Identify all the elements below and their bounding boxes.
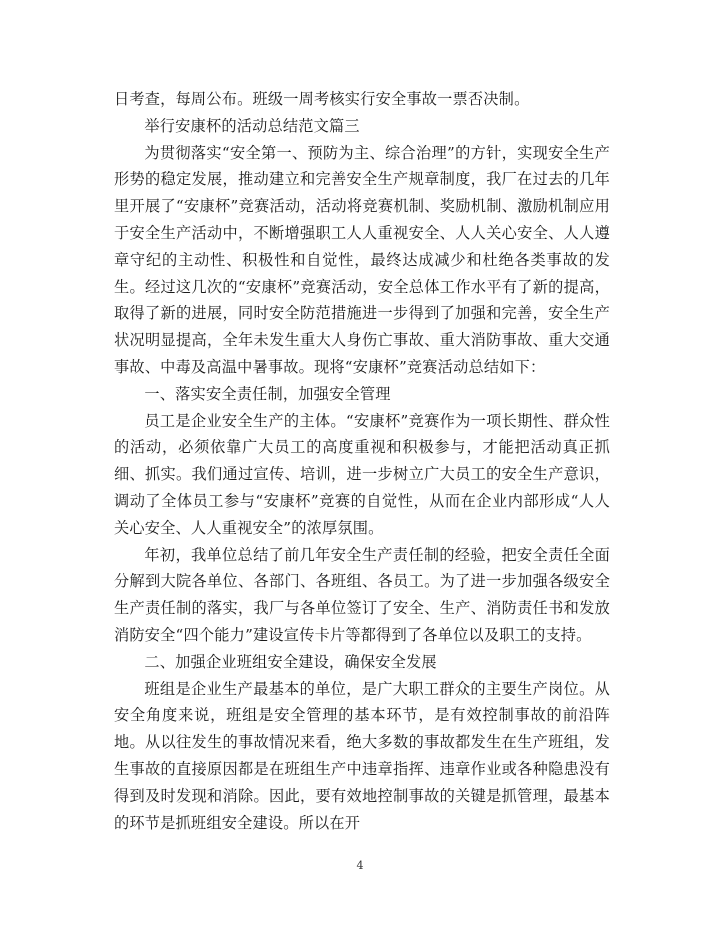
section-heading-2: 二、加强企业班组安全建设，确保安全发展 xyxy=(144,652,437,671)
paragraph-employees: 员工是企业安全生产的主体。“安康杯”竞赛作为一项长期性、群众性的活动，必须依靠广大员工的高度重视和积极参与，才能把活动真正抓细、抓实。我们通过宣传、培训，进一步树立广大员工的安全生产意识，调动了全体员工参与“安康杯”竞赛的自觉性，从而在企业内部形成“人人关心安全、人人重视安全”的浓厚氛围。 xyxy=(114,411,610,537)
paragraph-intro: 为贯彻落实“安全第一、预防为主、综合治理”的方针，实现安全生产形势的稳定发展，推动建立和完善安全生产规章制度，我厂在过去的几年里开展了“安康杯”竞赛活动，活动将竞赛机制、奖励机制、激励机制应用于安全生产活动中，不断增强职工人人重视安全、人人关心安全、人人遵章守纪的主动性、积极性和自觉性，最终达成减少和杜绝各类事故的发生。经过这几次的“安康杯”竞赛活动，安全总体工作水平有了新的提高，取得了新的进展，同时安全防范措施进一步得到了加强和完善，安全生产状况明显提高，全年未发生重大人身伤亡事故、重大消防事故、重大交通事故、中毒及高温中暑事故。现将“安康杯”竞赛活动总结如下： xyxy=(114,143,610,376)
section-title: 举行安康杯的活动总结范文篇三 xyxy=(144,116,360,135)
section-heading-1: 一、落实安全责任制，加强安全管理 xyxy=(144,384,391,403)
paragraph-continuation: 日考查，每周公布。班级一周考核实行安全事故一票否决制。 xyxy=(114,90,530,108)
page-number: 4 xyxy=(356,859,364,872)
paragraph-team: 班组是企业生产最基本的单位，是广大职工群众的主要生产岗位。从安全角度来说，班组是安全管理的基本环节，是有效控制事故的前沿阵地。从以往发生的事故情况来看，绝大多数的事故都发生在生产班组，发生事故的直接原因都是在班组生产中违章指挥、违章作业或各种隐患没有得到及时发现和消除。因此，要有效地控制事故的关键是抓管理，最基本的环节是抓班组安全建设。所以在开 xyxy=(114,679,610,832)
paragraph-responsibility: 年初，我单位总结了前几年安全生产责任制的经验，把安全责任全面分解到大院各单位、各部门、各班组、各员工。为了进一步加强各级安全生产责任制的落实，我厂与各单位签订了安全、生产、消防责任书和发放消防安全“四个能力”建设宣传卡片等都得到了各单位以及职工的支持。 xyxy=(114,545,610,644)
page-content xyxy=(114,86,610,836)
